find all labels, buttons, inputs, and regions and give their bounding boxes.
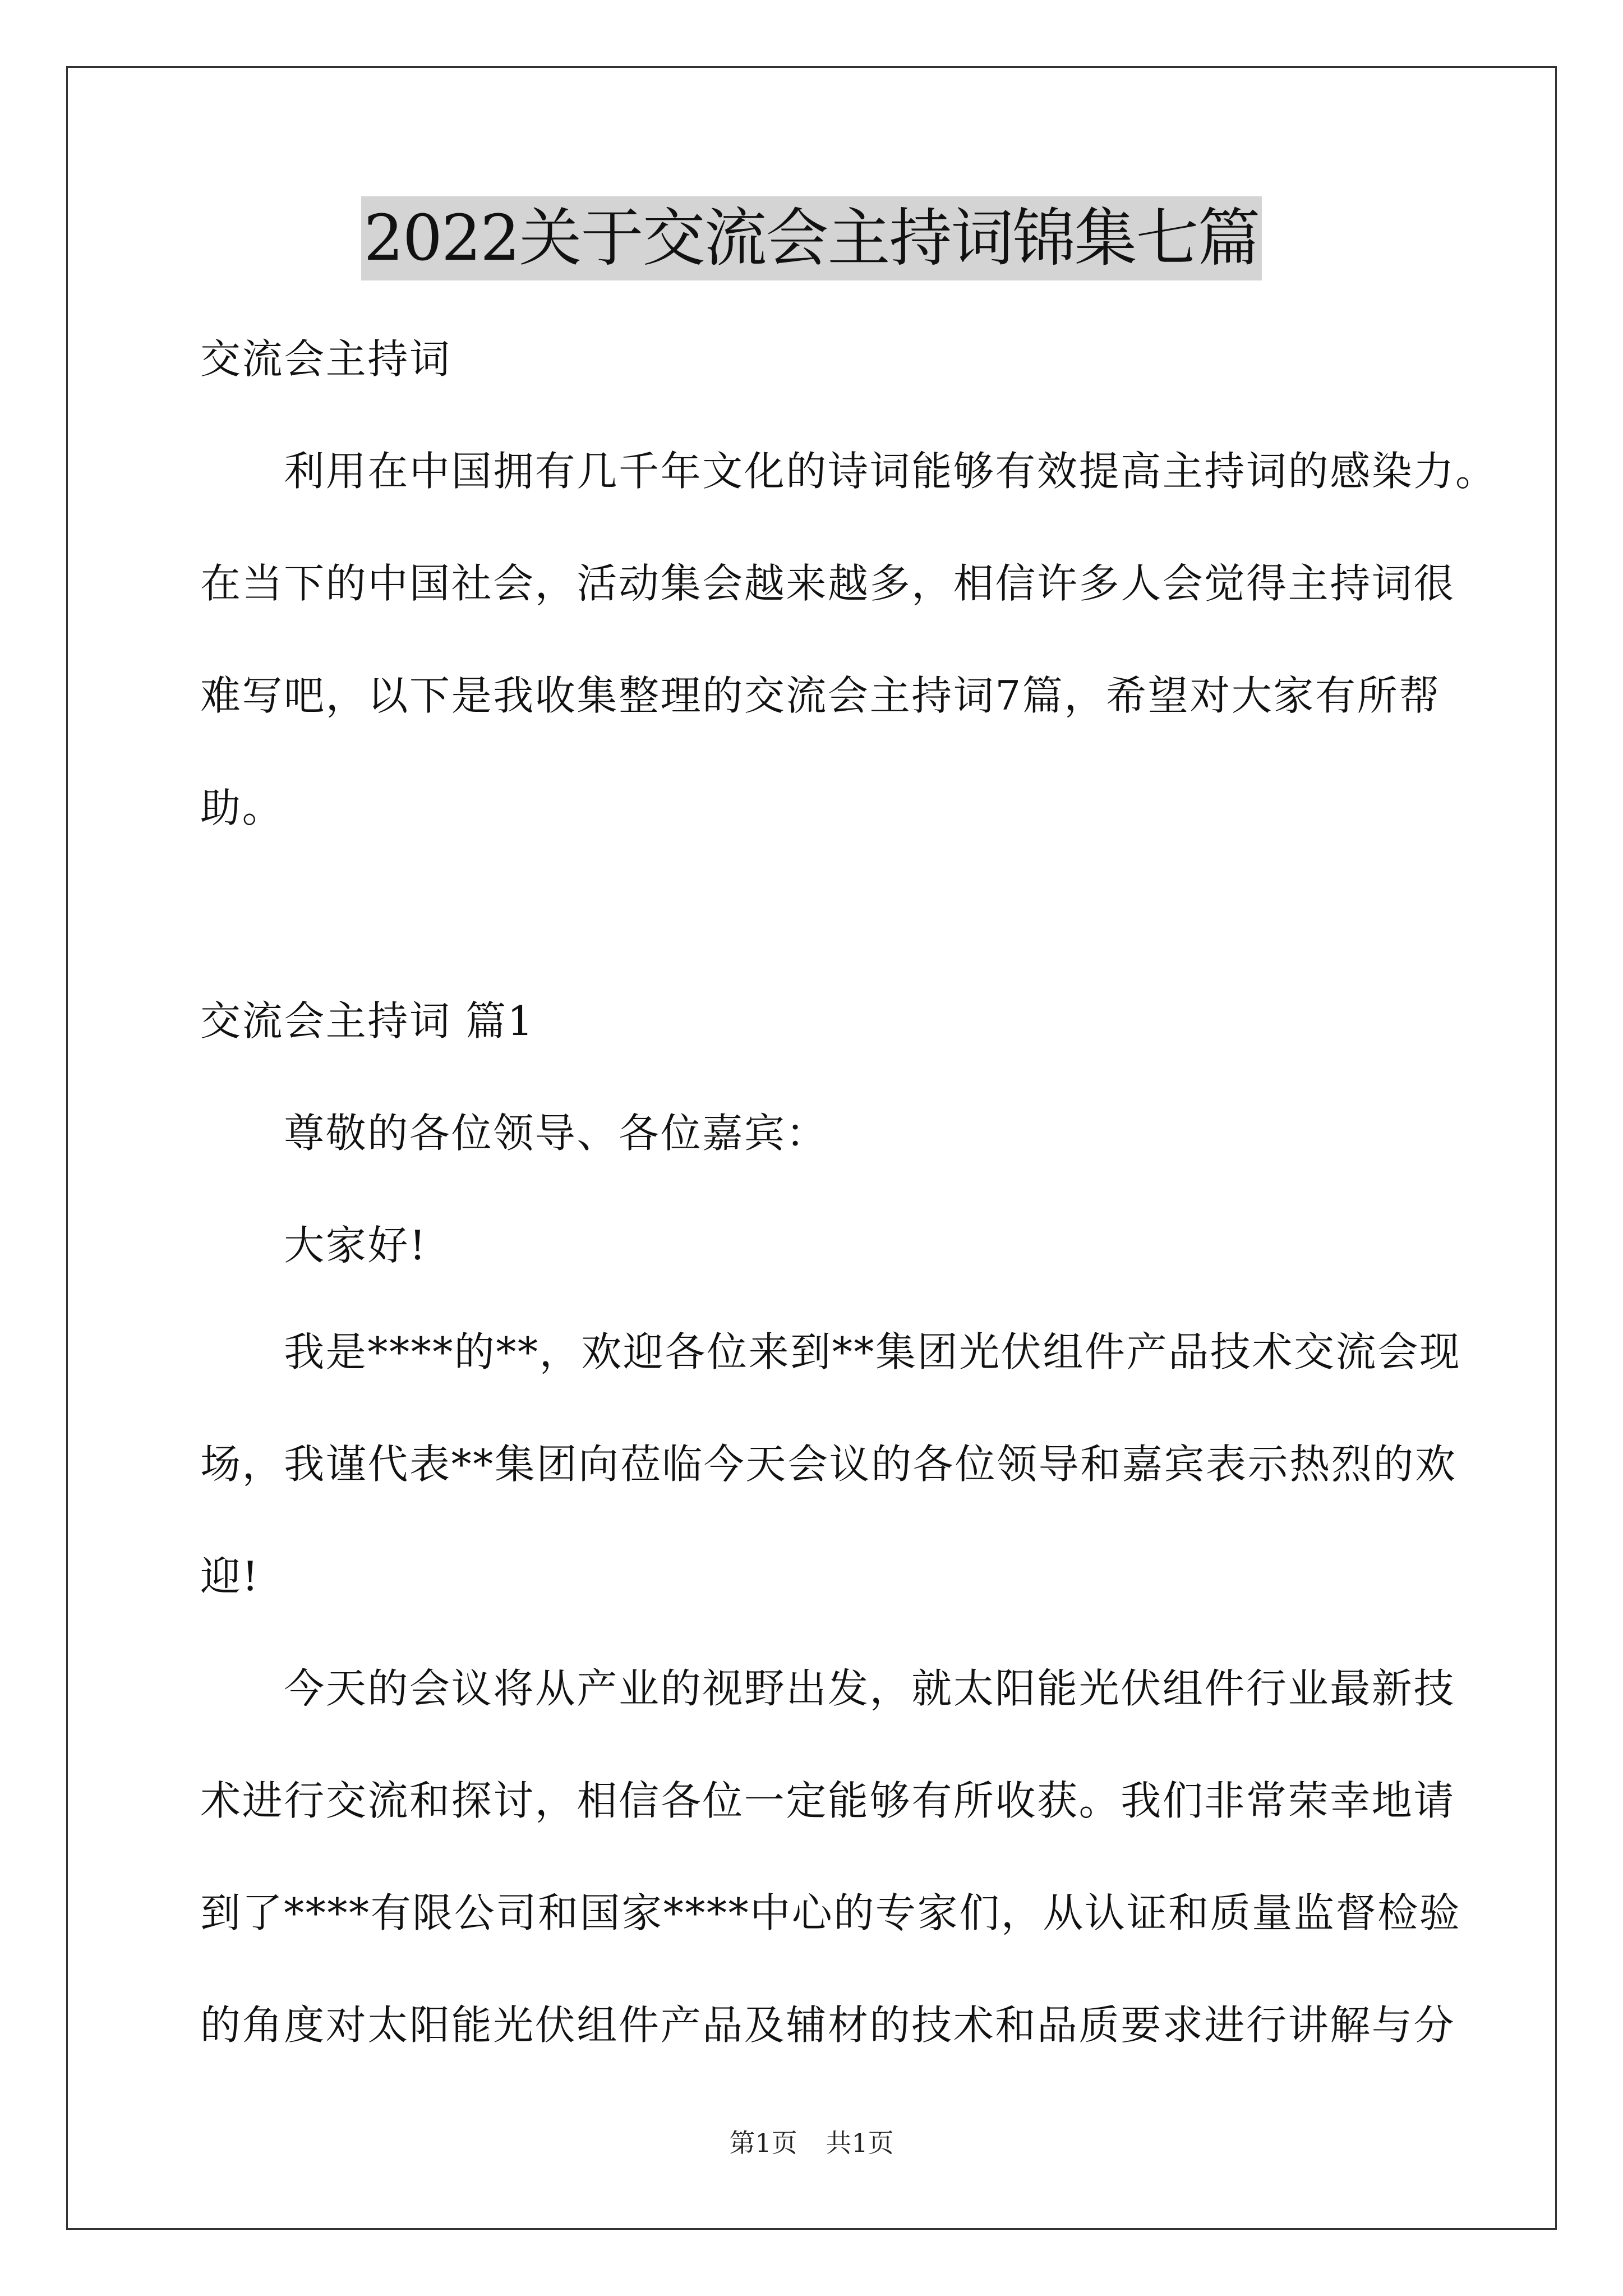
title-container: [0, 196, 1623, 280]
paragraph-line: 难写吧，以下是我收集整理的交流会主持词7篇，希望对大家有所帮: [200, 672, 1441, 719]
paragraph-line: 的角度对太阳能光伏组件产品及辅材的技术和品质要求进行讲解与分: [200, 2001, 1456, 2049]
paragraph-line: 场，我谨代表**集团向莅临今天会议的各位领导和嘉宾表示热烈的欢: [200, 1441, 1457, 1488]
paragraph-line: 到了****有限公司和国家****中心的专家们，从认证和质量监督检验: [200, 1889, 1461, 1936]
paragraph-line: 大家好!: [200, 1222, 427, 1269]
page-total: 共1页: [826, 2128, 894, 2158]
document-title: 2022关于交流会主持词锦集七篇: [361, 196, 1261, 280]
section-heading: 交流会主持词: [200, 335, 451, 383]
paragraph-line: 尊敬的各位领导、各位嘉宾：: [200, 1110, 828, 1157]
paragraph-line: 今天的会议将从产业的视野出发，就太阳能光伏组件行业最新技: [200, 1665, 1456, 1712]
paragraph-line: 术进行交流和探讨，相信各位一定能够有所收获。我们非常荣幸地请: [200, 1777, 1456, 1824]
page-number: 第1页: [729, 2128, 797, 2158]
paragraph-line: 迎!: [200, 1553, 260, 1600]
paragraph-line: 利用在中国拥有几千年文化的诗词能够有效提高主持词的感染力。: [200, 448, 1497, 495]
page-footer: [0, 2126, 1623, 2160]
section-heading: 交流会主持词 篇1: [200, 997, 535, 1045]
paragraph-line: 我是****的**，欢迎各位来到**集团光伏组件产品技术交流会现: [200, 1328, 1461, 1375]
paragraph-line: 助。: [200, 784, 284, 831]
paragraph-line: 在当下的中国社会，活动集会越来越多，相信许多人会觉得主持词很: [200, 560, 1456, 607]
